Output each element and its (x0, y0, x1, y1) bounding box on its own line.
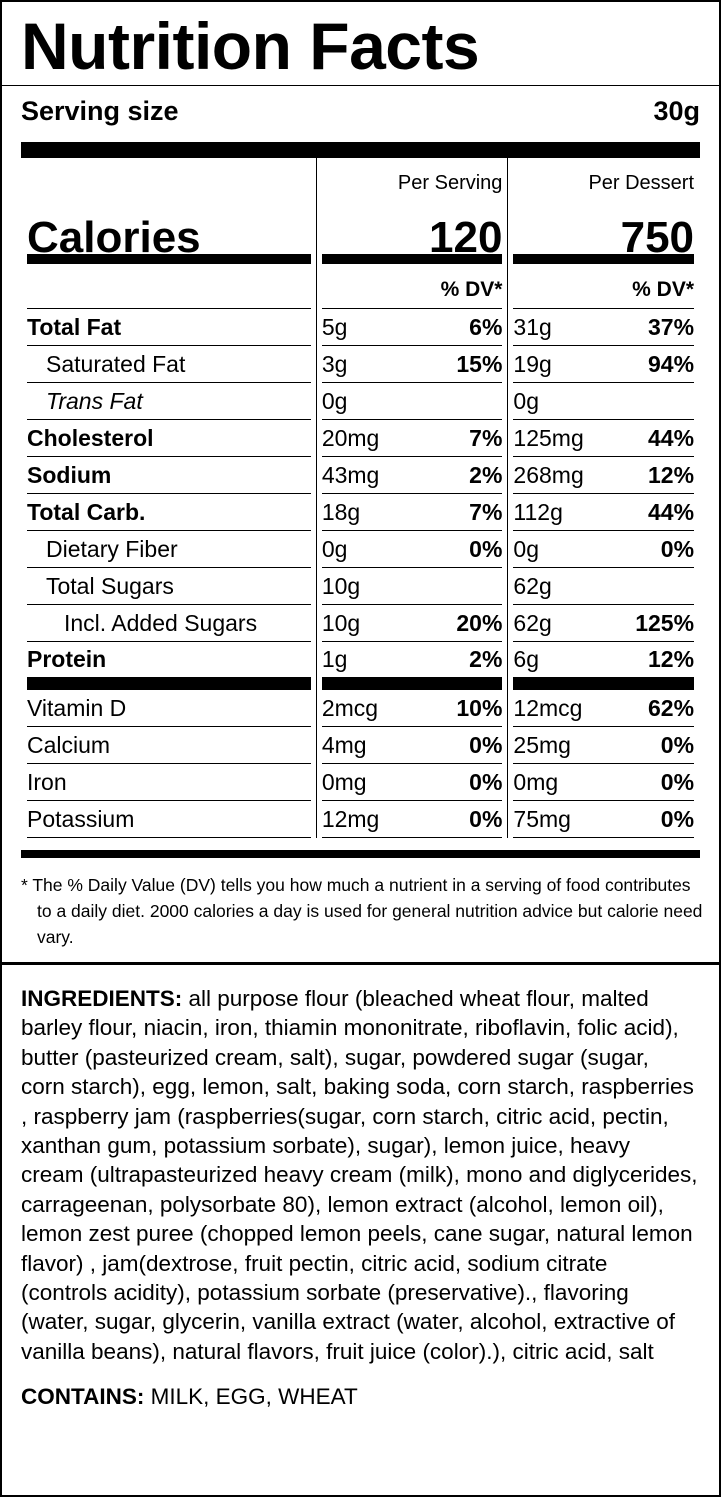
nutrient-row-per-dessert (513, 642, 694, 690)
nutrient-amount: 43mg (321, 461, 380, 488)
nutrient-name: Dietary Fiber (46, 535, 178, 562)
nutrient-row-label (27, 568, 311, 605)
label-title: Nutrition Facts (2, 2, 719, 86)
nutrient-amount: 0g (513, 535, 540, 562)
nutrient-row-per-serving (322, 531, 503, 568)
nutrient-daily-value: 62% (647, 694, 695, 721)
nutrient-amount: 31g (513, 313, 552, 340)
nutrient-row-per-serving (322, 383, 503, 420)
nutrient-daily-value: 7% (469, 424, 503, 451)
nutrient-row-per-serving (322, 494, 503, 531)
nutrient-amount: 268mg (513, 461, 584, 488)
nutrient-row-label (27, 494, 311, 531)
nutrient-amount: 0g (321, 387, 348, 414)
nutrient-row-per-serving (322, 309, 503, 346)
nutrient-row-per-serving (322, 801, 503, 838)
per-dessert-column (513, 158, 694, 838)
nutrient-row-label (27, 383, 311, 420)
nutrient-row-per-serving (322, 727, 503, 764)
nutrient-name: Total Fat (27, 313, 122, 340)
nutrient-row-label (27, 457, 311, 494)
nutrient-amount: 6g (513, 646, 540, 672)
nutrient-row-per-dessert (513, 568, 694, 605)
nutrient-daily-value: 0% (660, 805, 695, 832)
nutrient-amount: 5g (321, 313, 348, 340)
nutrient-amount: 12mcg (513, 694, 583, 721)
nutrient-row-label (27, 309, 311, 346)
nutrient-row-label (27, 727, 311, 764)
nutrient-amount: 112g (513, 498, 563, 525)
nutrient-daily-value: 12% (647, 461, 695, 488)
nutrient-daily-value: 6% (469, 313, 503, 340)
nutrient-name: Saturated Fat (46, 350, 186, 377)
column-divider (316, 158, 317, 838)
allergen-statement (21, 1366, 700, 1410)
dv-footnote: * The % Daily Value (DV) tells you how much a nutrient in a serving of food contributes to a daily diet. 2000 calories a day is used for general nutrition advice but calorie need vary. (2, 858, 719, 965)
serving-size-label: Serving size (21, 96, 179, 126)
nutrient-amount: 4mg (321, 731, 367, 758)
nutrient-amount: 2mcg (321, 694, 379, 721)
per-dessert-header: Per Dessert (588, 172, 695, 194)
nutrient-row-per-dessert (513, 727, 694, 764)
nutrient-amount: 18g (321, 498, 361, 525)
nutrient-row-per-dessert (513, 420, 694, 457)
nutrient-name: Calcium (27, 731, 111, 758)
nutrient-name: Total Carb. (27, 498, 146, 525)
nutrient-amount: 0g (513, 387, 540, 414)
nutrient-daily-value: 2% (469, 646, 503, 672)
calories-label: Calories (27, 213, 201, 262)
nutrient-row-per-serving (322, 642, 503, 690)
nutrient-daily-value: 0% (469, 731, 503, 758)
nutrient-row-per-serving (322, 605, 503, 642)
nutrient-row-per-serving (322, 568, 503, 605)
nutrient-grid (27, 158, 694, 838)
nutrient-row-per-dessert (513, 383, 694, 420)
nutrient-row-label (27, 420, 311, 457)
ingredients-label: INGREDIENTS: (21, 986, 183, 1011)
nutrient-daily-value: 0% (660, 731, 695, 758)
nutrient-amount: 3g (321, 350, 348, 377)
nutrient-row-per-dessert (513, 309, 694, 346)
calories-label-cell (27, 213, 311, 264)
nutrient-amount: 0mg (321, 768, 367, 795)
nutrient-amount: 20mg (321, 424, 380, 451)
nutrient-name-column (27, 158, 311, 838)
nutrient-daily-value: 0% (469, 535, 503, 562)
nutrient-daily-value: 125% (635, 609, 695, 636)
nutrient-row-per-dessert (513, 605, 694, 642)
serving-size-value: 30g (653, 96, 700, 126)
nutrient-amount: 0g (321, 535, 348, 562)
nutrient-daily-value: 44% (647, 498, 695, 525)
nutrient-amount: 1g (321, 646, 348, 672)
nutrient-row-per-serving (322, 346, 503, 383)
nutrient-amount: 75mg (513, 805, 571, 832)
nutrient-name: Protein (27, 646, 107, 672)
nutrient-daily-value: 10% (456, 694, 503, 721)
nutrient-row-label (27, 764, 311, 801)
column-divider (507, 158, 508, 838)
thick-divider (21, 142, 700, 158)
per-serving-column (322, 158, 503, 838)
nutrient-row-per-dessert (513, 764, 694, 801)
nutrient-row-per-dessert (513, 494, 694, 531)
nutrient-daily-value: 2% (469, 461, 503, 488)
nutrient-row-label (27, 801, 311, 838)
nutrient-row-label (27, 605, 311, 642)
nutrient-daily-value: 0% (660, 768, 695, 795)
nutrient-row-per-dessert (513, 690, 694, 727)
nutrient-daily-value: 20% (456, 609, 503, 636)
thick-divider-bottom (21, 850, 700, 858)
nutrient-daily-value: 0% (469, 768, 503, 795)
calories-per-dessert: 750 (620, 213, 695, 262)
nutrient-amount: 25mg (513, 731, 571, 758)
nutrient-row-per-dessert (513, 801, 694, 838)
nutrient-amount: 62g (513, 572, 552, 599)
nutrient-daily-value: 94% (647, 350, 695, 377)
nutrient-row-label (27, 346, 311, 383)
calories-per-serving: 120 (429, 213, 503, 262)
nutrient-daily-value: 15% (456, 350, 503, 377)
contains-text: MILK, EGG, WHEAT (144, 1384, 358, 1410)
nutrient-row-label (27, 690, 311, 727)
nutrient-row-label (27, 531, 311, 568)
nutrient-daily-value: 12% (647, 646, 695, 672)
nutrient-name: Potassium (27, 805, 135, 832)
ingredients-text: all purpose flour (bleached wheat flour, malted barley flour, niacin, iron, thiamin mononitrate, riboflavin, folic acid), butter (pasteurized cream, salt), sugar, powdered sugar (sugar, corn starch), egg, lemon, salt, baking soda, corn starch, raspberries , raspberry jam (raspberries(sugar, corn starch, citric acid, pectin, xanthan gum, potassium sorbate), sugar), lemon juice, heavy cream (ultrapasteurized heavy cream (milk), mono and diglycerides, carrageenan, polysorbate 80), lemon extract (alcohol, lemon oil), lemon zest puree (chopped lemon peels, cane sugar, natural lemon flavor) , jam(dextrose, fruit pectin, citric acid, sodium citrate (controls acidity), potassium sorbate (preservative)., flavoring (water, sugar, glycerin, vanilla extract (water, alcohol, extractive of vanilla beans), natural flavors, fruit juice (color).), citric acid, salt (21, 986, 698, 1364)
nutrient-row-per-serving (322, 420, 503, 457)
per-serving-header: Per Serving (397, 172, 503, 194)
nutrient-name: Iron (27, 768, 67, 795)
nutrient-row-per-dessert (513, 531, 694, 568)
nutrient-daily-value: 0% (469, 805, 503, 832)
nutrient-daily-value: 0% (660, 535, 695, 562)
nutrient-amount: 19g (513, 350, 552, 377)
dv-header-serving: % DV* (322, 264, 503, 309)
nutrient-name: Cholesterol (27, 424, 154, 451)
nutrient-row-per-serving (322, 690, 503, 727)
nutrient-amount: 12mg (321, 805, 380, 832)
nutrient-amount: 62g (513, 609, 552, 636)
nutrient-name: Vitamin D (27, 694, 127, 721)
ingredients-statement (21, 965, 700, 1366)
nutrient-amount: 0mg (513, 768, 559, 795)
nutrient-name: Total Sugars (46, 572, 174, 599)
nutrient-row-per-dessert (513, 457, 694, 494)
nutrient-amount: 125mg (513, 424, 584, 451)
serving-size-row (21, 86, 700, 142)
nutrient-amount: 10g (321, 609, 361, 636)
nutrient-daily-value: 7% (469, 498, 503, 525)
nutrient-row-per-serving (322, 457, 503, 494)
nutrient-row-label (27, 642, 311, 690)
nutrient-daily-value: 37% (647, 313, 695, 340)
nutrient-row-per-serving (322, 764, 503, 801)
dv-header-dessert: % DV* (513, 264, 694, 309)
nutrient-amount: 10g (321, 572, 361, 599)
nutrient-row-per-dessert (513, 346, 694, 383)
nutrient-name: Trans Fat (46, 387, 143, 414)
contains-label: CONTAINS: (21, 1384, 145, 1410)
nutrient-daily-value: 44% (647, 424, 695, 451)
nutrient-name: Incl. Added Sugars (64, 609, 258, 636)
nutrient-name: Sodium (27, 461, 112, 488)
